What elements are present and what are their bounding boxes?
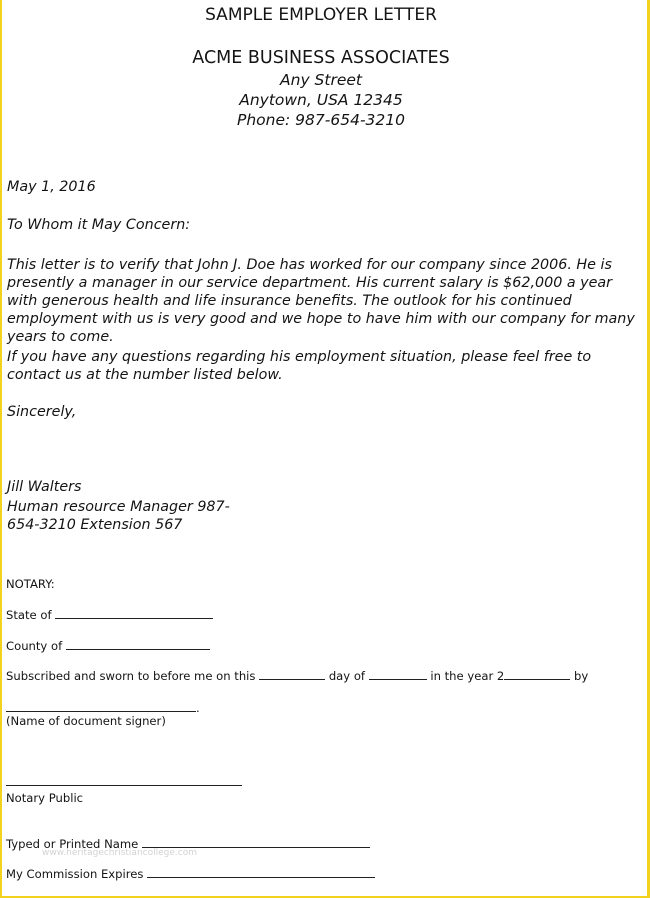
state-label: State of <box>6 608 52 622</box>
sworn-row <box>6 668 588 683</box>
company-phone: Phone: 987-654-3210 <box>237 111 405 129</box>
document-signer-row <box>6 700 200 715</box>
document-signer-caption: (Name of document signer) <box>6 714 166 728</box>
typed-name-blank[interactable] <box>142 836 370 848</box>
county-label: County of <box>6 639 63 653</box>
county-blank[interactable] <box>66 638 210 650</box>
company-street: Any Street <box>280 71 362 89</box>
company-name: ACME BUSINESS ASSOCIATES <box>192 48 450 68</box>
sworn-day-label: day of <box>328 669 365 683</box>
watermark: www.heritagechristiancollege.com <box>42 848 197 858</box>
notary-heading: NOTARY: <box>6 577 55 591</box>
company-city: Anytown, USA 12345 <box>239 91 403 109</box>
letter-date: May 1, 2016 <box>7 179 96 195</box>
state-blank[interactable] <box>55 607 213 619</box>
sworn-by-label: by <box>573 669 589 683</box>
sworn-year-blank[interactable] <box>504 668 570 680</box>
state-row <box>6 607 213 622</box>
letter-paragraph: If you have any questions regarding his employment situation, please feel free to contact us at the number listed below. <box>7 349 592 383</box>
typed-name-label: Typed or Printed Name <box>6 837 139 851</box>
letter-salutation: To Whom it May Concern: <box>7 217 191 233</box>
commission-expires-label: My Commission Expires <box>6 867 144 881</box>
sworn-prefix: Subscribed and sworn to before me on this <box>6 669 256 683</box>
document-signer-period: . <box>196 701 200 715</box>
letter-paragraph: This letter is to verify that John J. Doe has worked for our company since 2006. He is presently a manager in our service department. His current salary is $62,000 a year with generous health and life insurance benefits. The outlook for his continued employment with us is very good and we hope to have him with our company for many years to come. <box>7 257 635 345</box>
sworn-year-label: in the year 2 <box>430 669 505 683</box>
document-signer-blank[interactable] <box>6 700 196 712</box>
sworn-day-blank[interactable] <box>259 668 325 680</box>
county-row <box>6 638 210 653</box>
signer-title: Human resource Manager 987-654-3210 Extension 567 <box>7 499 230 533</box>
sworn-month-blank[interactable] <box>369 668 427 680</box>
notary-public-row <box>6 774 242 789</box>
signer-name: Jill Walters <box>7 479 82 495</box>
commission-expires-blank[interactable] <box>147 866 375 878</box>
document-page <box>2 0 647 896</box>
letter-closing: Sincerely, <box>7 404 77 420</box>
commission-expires-row <box>6 866 375 881</box>
notary-public-caption: Notary Public <box>6 791 84 805</box>
document-title: SAMPLE EMPLOYER LETTER <box>205 5 437 25</box>
notary-public-blank[interactable] <box>6 774 242 786</box>
